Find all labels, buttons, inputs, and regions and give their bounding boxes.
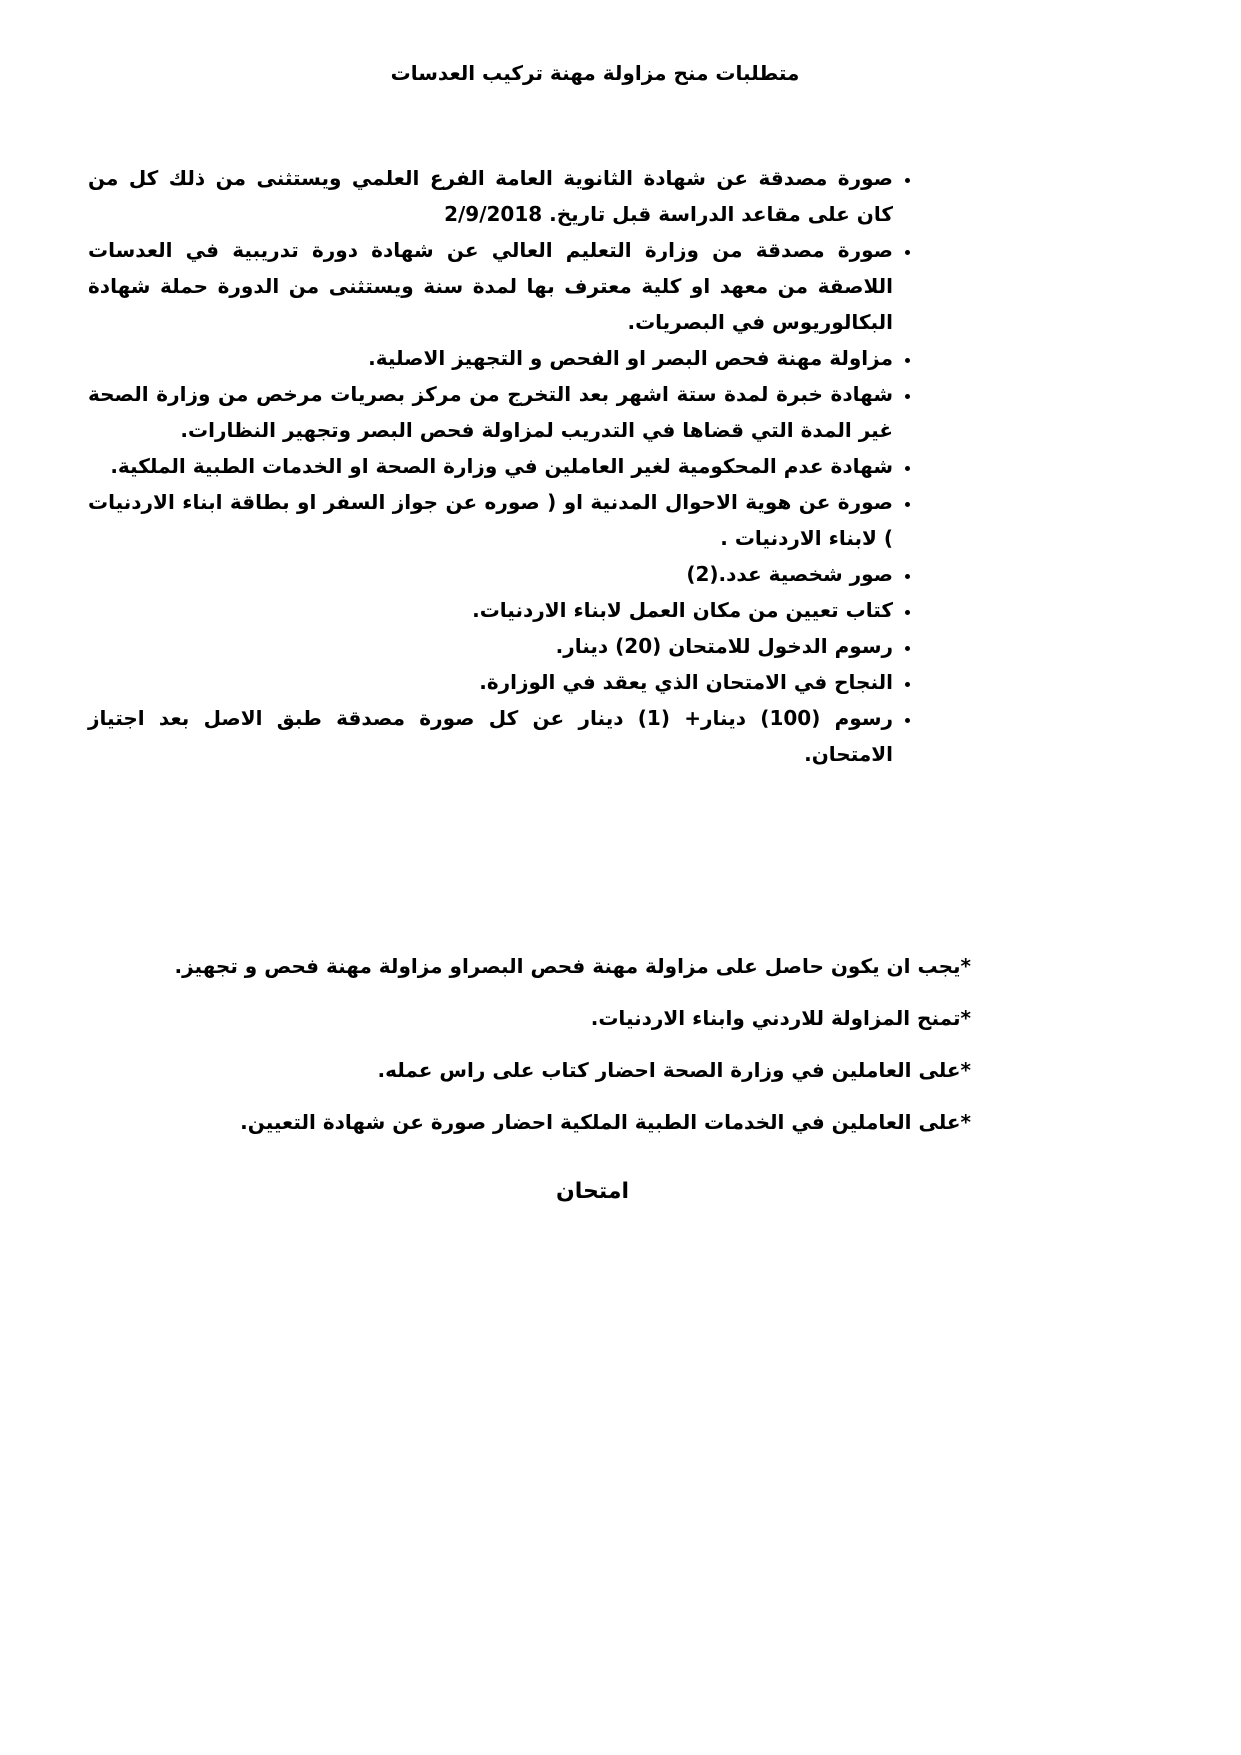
note-line: *يجب ان يكون حاصل على مزاولة مهنة فحص البصراو مزاولة مهنة فحص و تجهيز. [174,954,971,978]
list-item: • صورة مصدقة من وزارة التعليم العالي عن شهادة دورة تدريبية في العدسات اللاصقة من معهد او كلية معترف بها لمدة سنة ويستثنى من الدورة حملة شهادة البكالوريوس في البصريات. [88,232,893,340]
document-title: متطلبات منح مزاولة مهنة تركيب العدسات [390,61,800,85]
list-item: • رسوم (100) دينار+ (1) دينار عن كل صورة مصدقة طبق الاصل بعد اجتياز الامتحان. [88,700,893,772]
list-item: • صورة عن هوية الاحوال المدنية او ( صوره عن جواز السفر او بطاقة ابناء الاردنيات ) لابناء الاردنيات . [88,484,893,556]
note-line: *على العاملين في وزارة الصحة احضار كتاب على راس عمله. [377,1058,971,1082]
notes-section [121,948,971,1156]
list-item: • النجاح في الامتحان الذي يعقد في الوزارة. [88,664,893,700]
note-line: *على العاملين في الخدمات الطبية الملكية احضار صورة عن شهادة التعيين. [240,1110,971,1134]
list-item: • شهادة خبرة لمدة ستة اشهر بعد التخرج من مركز بصريات مرخص من وزارة الصحة غير المدة التي قضاها في التدريب لمزاولة فحص البصر وتجهير النظارات. [88,376,893,448]
list-item: • مزاولة مهنة فحص البصر او الفحص و التجهيز الاصلية. [88,340,893,376]
list-item: • صورة مصدقة عن شهادة الثانوية العامة الفرع العلمي ويستثنى من ذلك كل من كان على مقاعد الدراسة قبل تاريخ. 2/9/2018 [88,160,893,232]
list-item: • كتاب تعيين من مكان العمل لابناء الاردنيات. [88,592,893,628]
requirements-list [88,160,941,772]
exam-label: امتحان [555,1179,630,1204]
list-item: • شهادة عدم المحكومية لغير العاملين في وزارة الصحة او الخدمات الطبية الملكية. [88,448,893,484]
note-line: *تمنح المزاولة للاردني وابناء الاردنيات. [590,1006,971,1030]
list-item: • رسوم الدخول للامتحان (20) دينار. [88,628,893,664]
list-item: • صور شخصية عدد.(2) [88,556,893,592]
